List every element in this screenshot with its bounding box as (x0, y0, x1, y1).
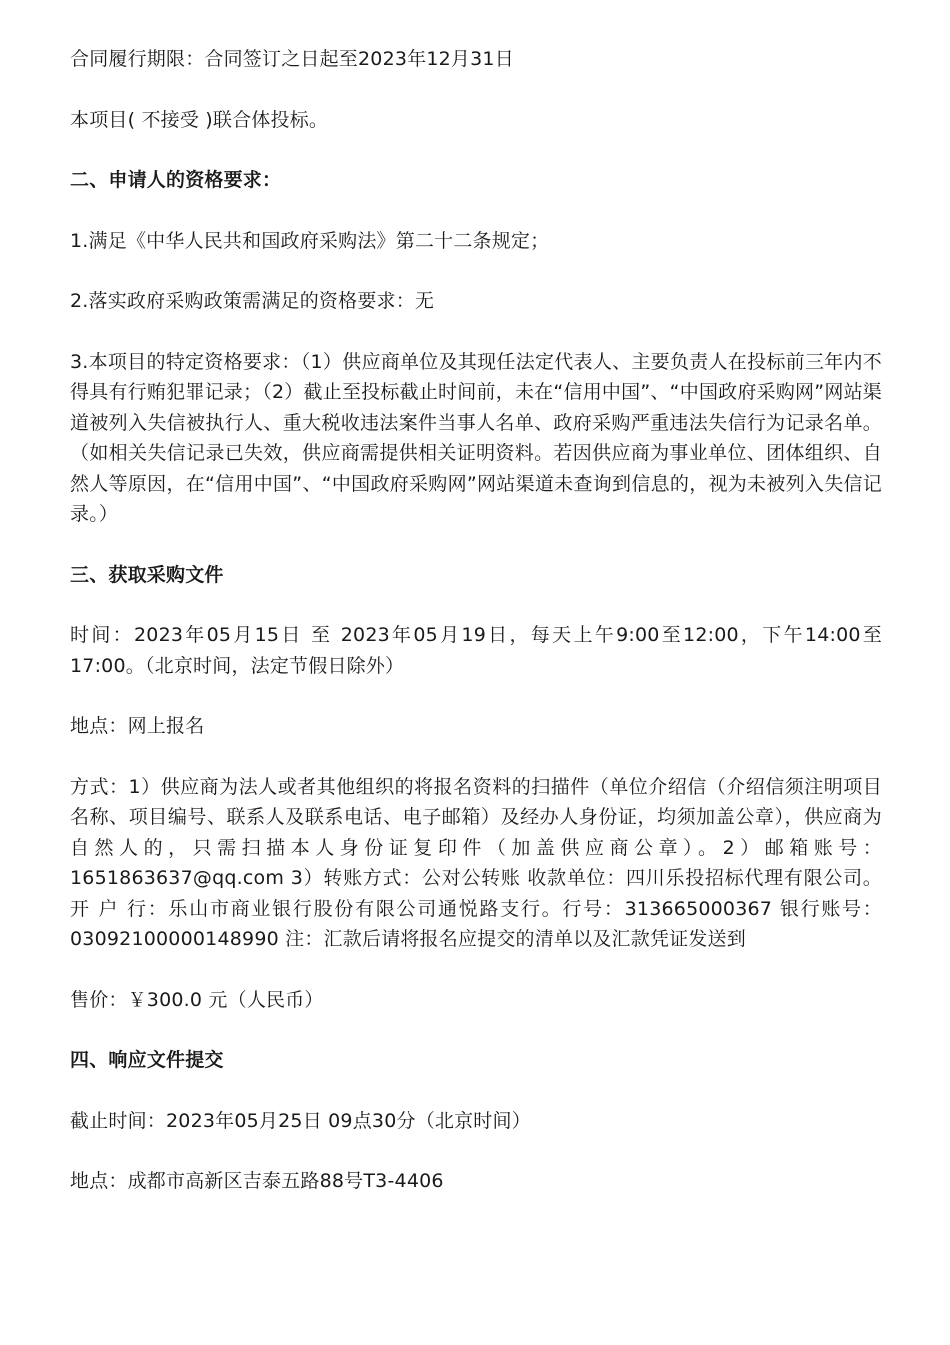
contract-period-text: 合同履行期限：合同签订之日起至2023年12月31日 (70, 48, 514, 70)
obtain-location-text: 地点：网上报名 (70, 715, 205, 737)
section-heading-qualifications (70, 165, 882, 196)
section-heading-submission (70, 1045, 882, 1076)
qualification-item-3-text: 3.本项目的特定资格要求：（1）供应商单位及其现任法定代表人、主要负责人在投标前三年内不得具有行贿犯罪记录；（2）截止至投标截止时间前，未在“信用中国”、“中国政府采购网”网站渠道被列入失信被执行人、重大税收违法案件当事人名单、政府采购严重违法失信行为记录名单。（如相关失信记录已失效，供应商需提供相关证明资料。若因供应商为事业单位、团体组织、自然人等原因，在“信用中国”、“中国政府采购网”网站渠道未查询到信息的，视为未被列入失信记录。） (70, 350, 882, 525)
document-price-text: 售价：￥300.0 元（人民币） (70, 988, 324, 1011)
submission-deadline (70, 1106, 882, 1137)
obtain-time-text: 时间：2023年05月15日 至 2023年05月19日，每天上午9:00至12:00，下午14:00至17:00。（北京时间，法定节假日除外） (70, 624, 882, 677)
obtain-method (70, 772, 882, 955)
qualification-item-2-text: 2.落实政府采购政策需满足的资格要求：无 (70, 290, 435, 312)
obtain-time (70, 620, 882, 681)
submission-location-text: 地点：成都市高新区吉泰五路88号T3-4406 (70, 1170, 444, 1192)
qualification-item-1 (70, 226, 882, 257)
section-heading-submission-text: 四、响应文件提交 (70, 1049, 224, 1071)
section-heading-obtain-documents (70, 560, 882, 591)
consortium-bidding (70, 105, 882, 136)
obtain-location (70, 711, 882, 742)
document-price (70, 985, 882, 1016)
contract-period (70, 44, 882, 75)
section-heading-qualifications-text: 二、申请人的资格要求： (70, 169, 282, 191)
section-heading-obtain-documents-text: 三、获取采购文件 (70, 563, 224, 586)
qualification-item-3 (70, 347, 882, 530)
submission-location (70, 1166, 882, 1197)
document-body (70, 44, 882, 1227)
consortium-bidding-text: 本项目( 不接受 )联合体投标。 (70, 108, 329, 131)
submission-deadline-text: 截止时间：2023年05月25日 09点30分（北京时间） (70, 1109, 531, 1132)
qualification-item-2 (70, 286, 882, 317)
obtain-method-text: 方式：1）供应商为法人或者其他组织的将报名资料的扫描件（单位介绍信（介绍信须注明项目名称、项目编号、联系人及联系电话、电子邮箱）及经办人身份证，均须加盖公章），供应商为自然人的，只需扫描本人身份证复印件（加盖供应商公章）。2）邮箱账号：1651863637@qq.com 3）转账方式：公对公转账 收款单位：四川乐投招标代理有限公司。开 户 行：乐山市商业银行股份有限公司通悦路支行。行号：313665000367 银行账号：03092100000148990 注：汇款后请将报名应提交的清单以及汇款凭证发送到 (70, 775, 882, 950)
qualification-item-1-text: 1.满足《中华人民共和国政府采购法》第二十二条规定； (70, 229, 550, 252)
